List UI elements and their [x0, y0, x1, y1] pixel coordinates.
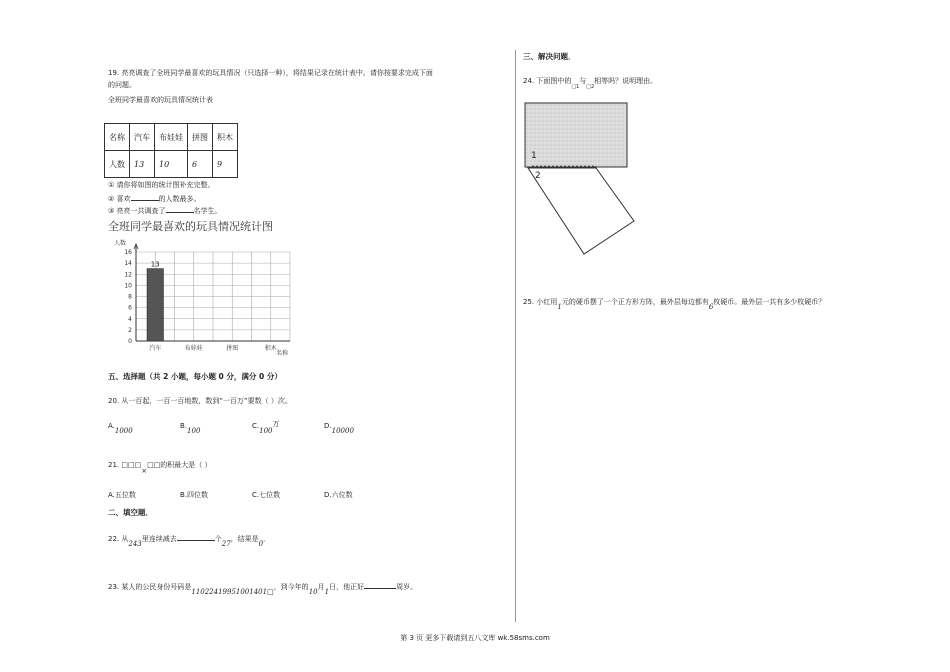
q21-option-b[interactable]: B.四位数	[180, 491, 209, 499]
chart-xlabel: 名称	[276, 350, 289, 357]
q19-sub3-suffix: 名学生。	[193, 207, 222, 215]
q19-sub3	[108, 204, 222, 216]
toy-stats-table	[104, 123, 238, 178]
q24-part: 24. 下面图中的	[523, 77, 572, 85]
x-tick-label: 布娃娃	[184, 345, 203, 352]
table-cell: 13	[130, 151, 155, 178]
q21-option-d[interactable]: D.六位数	[324, 491, 353, 499]
q19-table-title: 全班同学最喜欢的玩具情况统计表	[108, 96, 213, 104]
chart-ylabel: 人数	[114, 240, 127, 247]
q19-line1: 19. 亮亮调查了全班同学最喜欢的玩具情况（只选择一种），将结果记录在统计表中。请你按要求完成下面	[108, 69, 433, 77]
q21-prefix: 21. □□□	[108, 461, 142, 469]
q23-part: 23. 某人的公民身份号码是	[108, 583, 192, 591]
folded-rectangle	[528, 168, 634, 254]
blank-line	[364, 580, 396, 589]
y-tick-label: 12	[124, 271, 132, 279]
column-divider	[515, 50, 516, 622]
q23-part: 日，他正好	[329, 583, 365, 591]
q20-option-c[interactable]	[252, 413, 280, 435]
q20-text: 20. 从一百起，一百一百地数，数到”一百万”要数（ ）次。	[108, 397, 292, 405]
q21-suffix: □□的积最大是（ ）	[147, 461, 212, 469]
q24-part: 与	[579, 77, 587, 85]
table-row-label: 人数	[105, 151, 130, 178]
q23-number: 1	[324, 588, 330, 596]
folded-paper-figure	[522, 100, 642, 260]
q21-text	[108, 460, 212, 475]
q21-option-c[interactable]: C.七位数	[252, 491, 281, 499]
option-value: 100	[187, 427, 201, 435]
y-tick-label: 16	[124, 249, 132, 256]
angle-2-label: 2	[535, 171, 541, 181]
y-tick-label: 2	[128, 326, 132, 334]
y-tick-label: 6	[128, 304, 132, 312]
q21-option-a[interactable]: A.五位数	[108, 491, 136, 499]
q19-sub3-prefix: ③ 亮亮一共调查了	[108, 207, 166, 215]
q23-id-number: 11022419951001401□	[191, 588, 274, 596]
q22-part: 里连续减去	[141, 535, 177, 543]
angle-symbol: □1	[571, 84, 580, 90]
option-value: 1000	[114, 427, 133, 435]
q22-part: 22. 从	[108, 535, 129, 543]
option-letter: D.	[324, 422, 332, 430]
q23-part: 周岁。	[396, 583, 418, 591]
q25-part: 枚硬币。最外层一共有多少枚硬币？	[713, 298, 826, 306]
table-cell: 10	[155, 151, 188, 178]
toy-bar-chart	[104, 216, 294, 358]
table-header-cell: 积木	[213, 124, 238, 151]
q22-part: ，结果是	[230, 535, 259, 543]
option-letter: B.	[180, 422, 188, 430]
x-tick-label: 拼图	[226, 345, 239, 352]
table-cell: 6	[188, 151, 213, 178]
q25-part: 25. 小红用	[523, 298, 558, 306]
q24-text	[523, 76, 658, 90]
q22-number: 0	[258, 540, 264, 548]
angle-symbol: □2	[586, 84, 595, 90]
chart-x-ticks	[149, 344, 277, 352]
x-tick-label: 积木	[264, 345, 277, 352]
y-tick-label: 10	[124, 282, 132, 290]
section2-title: 二、填空题．	[108, 508, 153, 517]
table-header-cell: 布娃娃	[155, 124, 188, 151]
q22-part: 个	[214, 535, 222, 543]
y-tick-label: 14	[124, 260, 132, 268]
chart-y-ticks	[124, 249, 132, 345]
chart-title: 全班同学最喜欢的玩具情况统计图	[108, 220, 273, 233]
q19-line2: 的问题。	[108, 81, 136, 89]
q24-part: 相等吗？说明理由。	[594, 77, 658, 85]
bar-data-label: 13	[150, 260, 160, 269]
q25-part: 元的硬币摆了一个正方形方阵，最外层每边都有	[561, 298, 709, 306]
blank-line	[166, 204, 194, 213]
option-suffix: 万	[272, 420, 280, 428]
blank-line	[131, 192, 159, 201]
option-letter: C.	[252, 422, 260, 430]
page-footer: 第 3 页 更多下载请到五八文库 wk.58sms.com	[400, 634, 550, 642]
section5-title: 五、选择题（共 2 小题，每小题 0 分，满分 0 分）	[108, 372, 282, 381]
y-tick-label: 8	[128, 293, 132, 301]
option-value: 100	[259, 427, 273, 435]
q25-text	[523, 297, 826, 311]
table-row	[105, 124, 238, 151]
table-cell: 9	[213, 151, 238, 178]
blank-line	[177, 532, 215, 541]
y-tick-label: 4	[128, 315, 132, 323]
table-header-cell: 名称	[105, 124, 130, 151]
q22-number: 243	[128, 540, 142, 548]
q19-sub2-suffix: 的人数最多。	[158, 195, 201, 203]
bar	[147, 269, 163, 341]
q22-part: ．	[263, 535, 271, 543]
angle-1-label: 1	[531, 151, 537, 161]
x-tick-label: 汽车	[149, 345, 162, 352]
table-row	[105, 151, 238, 178]
q25-number: 6	[708, 303, 714, 311]
option-letter: A.	[108, 422, 115, 430]
table-header-cell: 汽车	[130, 124, 155, 151]
q22-text	[108, 532, 271, 548]
top-rectangle	[525, 103, 627, 167]
y-tick-label: 0	[128, 338, 132, 345]
q20-option-d[interactable]	[324, 413, 354, 435]
multiply-sign: ×	[141, 467, 148, 475]
option-value: 10000	[331, 427, 354, 435]
q19-sub2	[108, 192, 201, 204]
q25-number: 1	[557, 303, 562, 311]
q23-number: 10	[308, 588, 318, 596]
q23-part: ，到今年的	[273, 583, 309, 591]
chart-bars	[147, 261, 163, 341]
q23-part: 月	[317, 583, 325, 591]
q19-sub1: ① 请你将如图的统计图补充完整。	[108, 181, 215, 189]
q20-option-a[interactable]	[108, 413, 133, 435]
q19-sub2-prefix: ② 喜欢	[108, 195, 131, 203]
table-header-cell: 拼图	[188, 124, 213, 151]
q23-text	[108, 580, 418, 596]
section3-title: 三、解决问题．	[523, 52, 576, 61]
q20-option-b[interactable]	[180, 413, 201, 435]
q22-number: 27	[221, 540, 231, 548]
